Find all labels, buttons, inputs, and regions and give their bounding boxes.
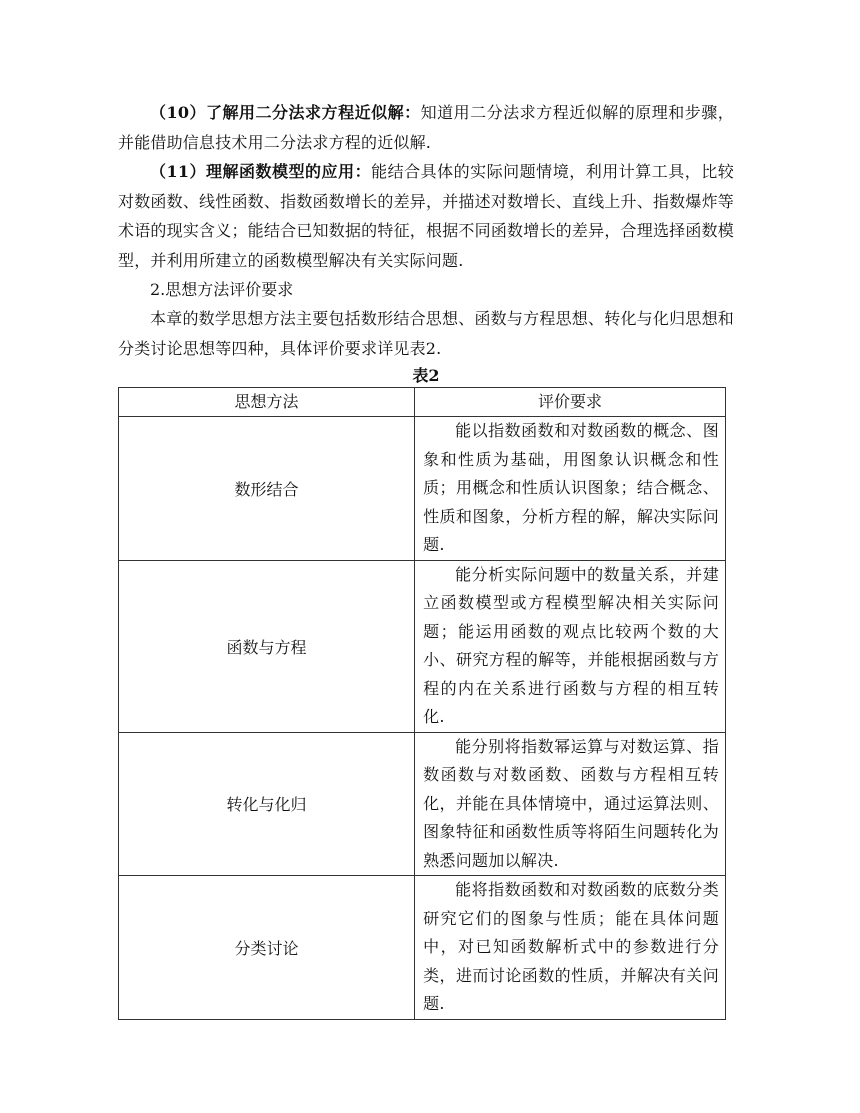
evaluation-table bbox=[118, 387, 726, 1020]
method-cell: 转化与化归 bbox=[119, 732, 415, 876]
requirement-cell: 能将指数函数和对数函数的底数分类研究它们的图象与性质；能在具体问题中，对已知函数解析式中的参数进行分类，进而讨论函数的性质，并解决有关问题. bbox=[415, 876, 726, 1020]
requirement-cell: 能分析实际问题中的数量关系，并建立函数模型或方程模型解决相关实际问题；能运用函数的观点比较两个数的大小、研究方程的解等，并能根据函数与方程的内在关系进行函数与方程的相互转化. bbox=[415, 560, 726, 732]
item-11-label: （11）理解函数模型的应用： bbox=[150, 162, 372, 181]
table-header-row bbox=[119, 388, 726, 417]
header-method: 思想方法 bbox=[119, 388, 415, 417]
document-page bbox=[118, 98, 734, 1020]
table-row bbox=[119, 732, 726, 876]
table-row bbox=[119, 876, 726, 1020]
table-caption: 表2 bbox=[412, 366, 440, 385]
section-title: 2.思想方法评价要求 bbox=[150, 280, 294, 299]
item-10-label: （10）了解用二分法求方程近似解： bbox=[150, 103, 421, 122]
item-11-text: 能结合具体的实际问题情境，利用计算工具，比较对数函数、线性函数、指数函数增长的差异，并描述对数增长、直线上升、指数爆炸等术语的现实含义；能结合已知数据的特征，根据不同函数增长的差异，合理选择函数模型，并利用所建立的函数模型解决有关实际问题. bbox=[118, 162, 734, 270]
section-intro: 本章的数学思想方法主要包括数形结合思想、函数与方程思想、转化与化归思想和分类讨论思想等四种，具体评价要求详见表2. bbox=[118, 309, 734, 358]
table-row bbox=[119, 560, 726, 732]
requirement-cell: 能分别将指数幂运算与对数运算、指数函数与对数函数、函数与方程相互转化，并能在具体情境中，通过运算法则、图象特征和函数性质等将陌生问题转化为熟悉问题加以解决. bbox=[415, 732, 726, 876]
method-cell: 函数与方程 bbox=[119, 560, 415, 732]
requirement-cell: 能以指数函数和对数函数的概念、图象和性质为基础，用图象认识概念和性质；用概念和性质认识图象；结合概念、性质和图象，分析方程的解，解决实际问题. bbox=[415, 417, 726, 561]
item-10-paragraph bbox=[118, 98, 734, 157]
header-requirement: 评价要求 bbox=[415, 388, 726, 417]
item-10-text: 知道用二分法求方程近似解的原理和步骤，并能借助信息技术用二分法求方程的近似解. bbox=[118, 103, 734, 152]
method-cell: 数形结合 bbox=[119, 417, 415, 561]
item-11-paragraph bbox=[118, 157, 734, 275]
method-cell: 分类讨论 bbox=[119, 876, 415, 1020]
table-row bbox=[119, 417, 726, 561]
